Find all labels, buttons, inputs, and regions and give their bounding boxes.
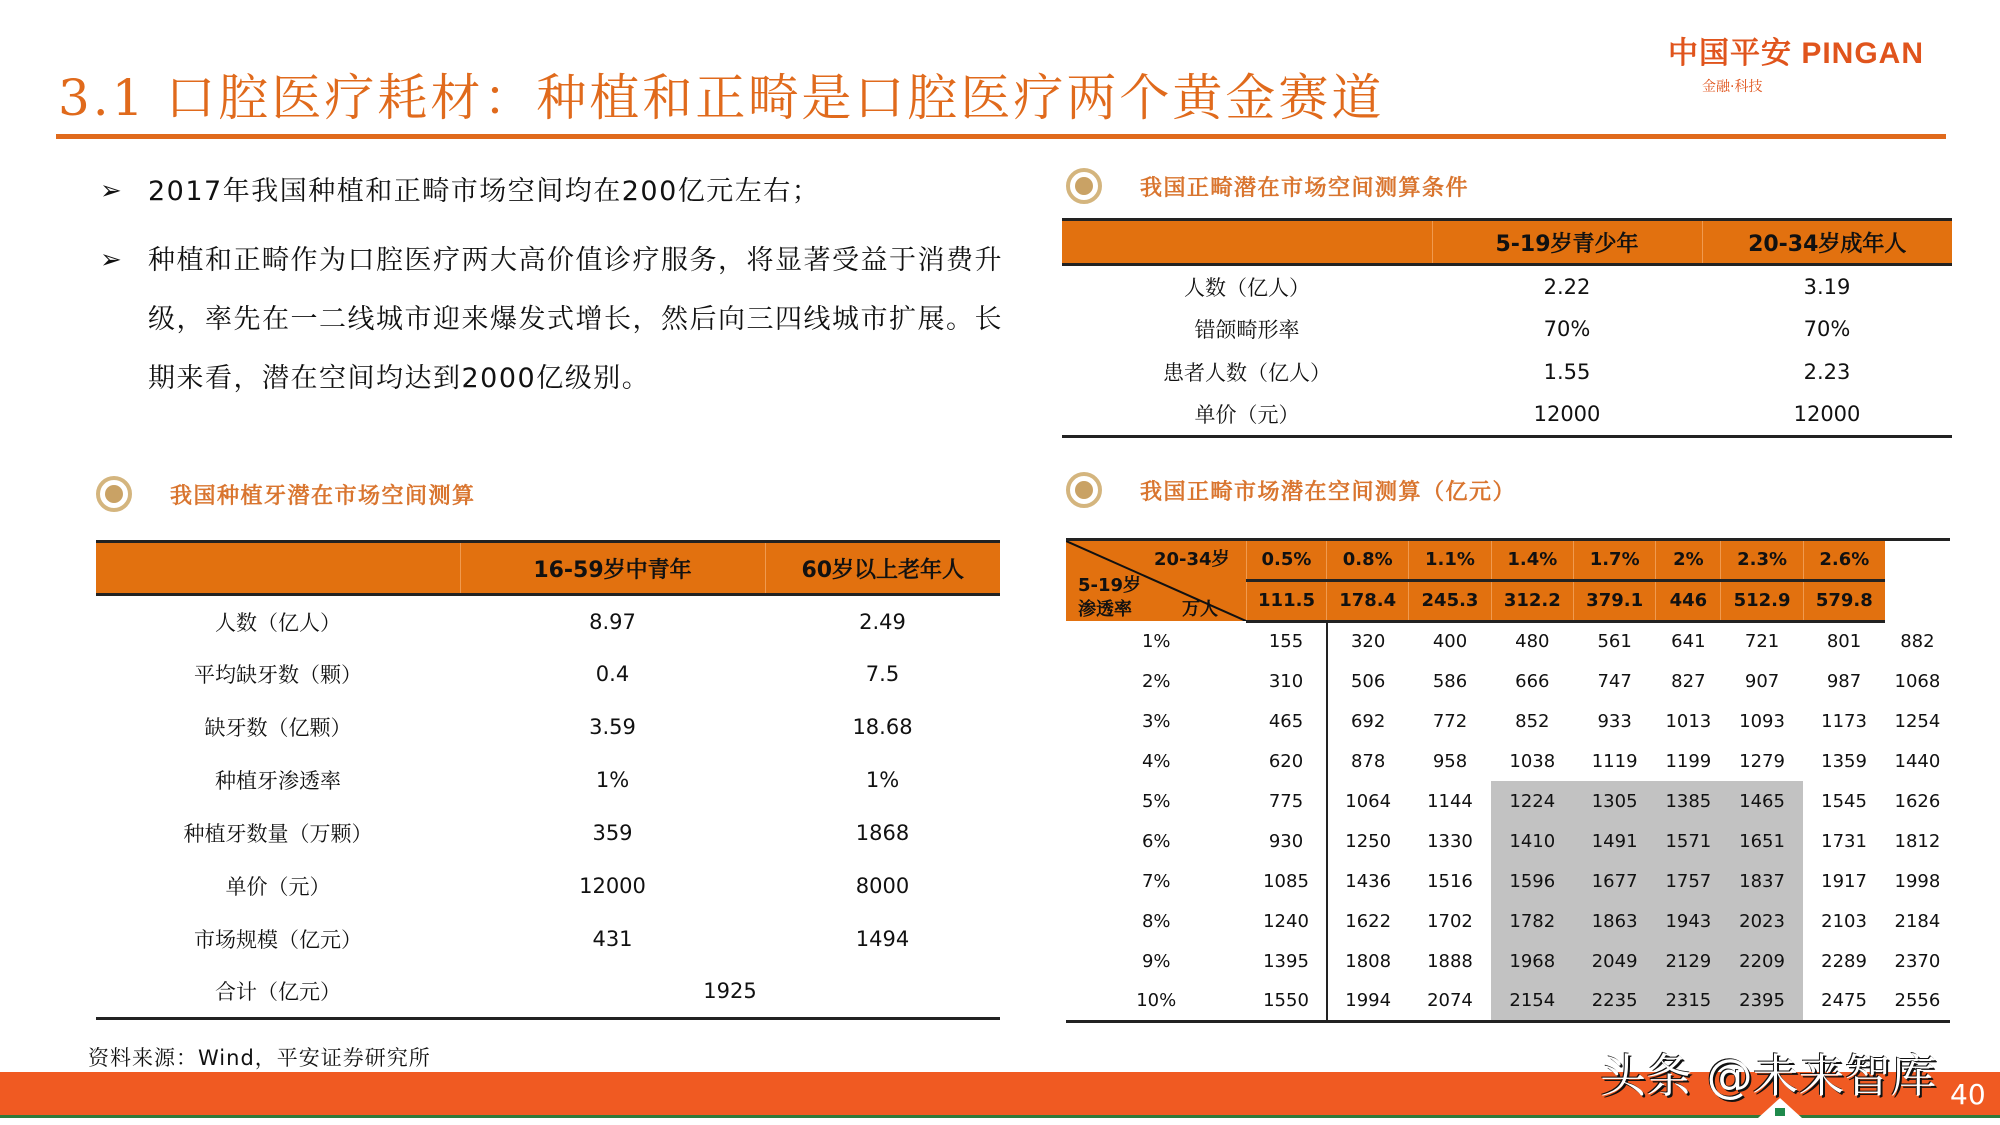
table-row xyxy=(1062,308,1952,351)
bullet-text: 2017年我国种植和正畸市场空间均在200亿元左右； xyxy=(148,176,821,207)
cell-value: 2103 xyxy=(1821,910,1867,932)
rate-header: 2.6% xyxy=(1803,540,1885,581)
cell-value: 18.68 xyxy=(852,715,913,739)
table-row xyxy=(1066,821,1950,861)
row-people: 930 xyxy=(1247,821,1327,861)
row-rate: 3% xyxy=(1141,710,1171,732)
cell-value: 8.97 xyxy=(589,609,636,634)
ortho-conditions-heading xyxy=(1066,168,1469,204)
pingan-logo xyxy=(1668,28,1924,96)
table-row xyxy=(96,860,1000,913)
cell-value: 1359 xyxy=(1821,750,1867,772)
cell-value: 2395 xyxy=(1721,981,1803,1021)
cell-value: 0.4 xyxy=(595,662,630,686)
row-rate: 5% xyxy=(1141,790,1171,812)
cell-value: 987 xyxy=(1826,670,1862,692)
cell-value: 772 xyxy=(1432,710,1468,732)
row-people: 465 xyxy=(1247,701,1327,741)
cell-value: 1677 xyxy=(1573,861,1655,901)
ortho-conditions-table xyxy=(1062,218,1952,438)
row-label: 人数（亿人） xyxy=(215,610,341,635)
table-row xyxy=(1062,394,1952,437)
cell-value: 1436 xyxy=(1345,870,1392,892)
cell-value: 1651 xyxy=(1721,821,1803,861)
cell-value: 7.5 xyxy=(865,662,900,686)
people-header: 245.3 xyxy=(1409,580,1491,621)
column-header: 20-34岁成年人 xyxy=(1702,220,1952,265)
row-label: 市场规模（亿元） xyxy=(194,928,362,952)
arrow-bullet-icon: ➢ xyxy=(100,176,122,206)
cell-value: 1702 xyxy=(1427,910,1473,932)
cell-value: 1968 xyxy=(1491,941,1573,981)
cell-value: 907 xyxy=(1744,670,1780,692)
cell-value: 1545 xyxy=(1821,790,1867,812)
cell-value: 1% xyxy=(595,768,630,792)
table-row xyxy=(1066,861,1950,901)
cell-value: 1199 xyxy=(1665,750,1712,772)
cell-value: 12000 xyxy=(1533,402,1601,427)
row-people: 1085 xyxy=(1247,861,1327,901)
section-label: 我国正畸市场潜在空间测算（亿元） xyxy=(1140,478,1517,505)
cell-value: 586 xyxy=(1432,670,1468,692)
cell-value: 801 xyxy=(1826,631,1862,653)
cell-value: 958 xyxy=(1432,750,1468,772)
cell-value: 1808 xyxy=(1345,950,1392,972)
cell-value: 852 xyxy=(1515,710,1550,732)
cell-value: 1917 xyxy=(1821,870,1867,892)
cell-value: 2209 xyxy=(1721,941,1803,981)
cell-value: 827 xyxy=(1671,670,1706,692)
row-label: 错颌畸形率 xyxy=(1194,318,1300,342)
cell-value: 1.55 xyxy=(1543,360,1591,384)
cell-value: 3.19 xyxy=(1803,274,1851,299)
rate-header: 1.4% xyxy=(1491,540,1573,581)
cell-value: 2370 xyxy=(1894,950,1941,972)
page-title: 3.1 口腔医疗耗材：种植和正畸是口腔医疗两个黄金赛道 xyxy=(58,69,1385,127)
cell-value: 2154 xyxy=(1491,981,1573,1021)
row-rate: 4% xyxy=(1141,750,1171,772)
cell-value: 506 xyxy=(1350,670,1386,692)
rate-header: 0.8% xyxy=(1327,540,1409,581)
cell-value: 1144 xyxy=(1427,790,1473,812)
cell-value: 1596 xyxy=(1491,861,1573,901)
implant-heading xyxy=(96,476,476,512)
cell-value: 400 xyxy=(1432,631,1468,653)
cell-value: 8000 xyxy=(855,874,910,898)
row-label: 合计（亿元） xyxy=(215,980,341,1005)
cell-value: 1038 xyxy=(1509,750,1556,772)
cell-value: 1330 xyxy=(1427,830,1473,852)
cell-value: 1943 xyxy=(1656,901,1721,941)
row-rate: 6% xyxy=(1141,830,1171,852)
cell-value: 1465 xyxy=(1721,781,1803,821)
table-row xyxy=(1066,941,1950,981)
cell-value: 1494 xyxy=(855,927,910,951)
row-people: 1550 xyxy=(1247,981,1327,1021)
people-header: 579.8 xyxy=(1803,580,1885,621)
cell-value: 1626 xyxy=(1894,790,1941,812)
bullet-text: 种植和正畸作为口腔医疗两大高价值诊疗服务，将显著受益于消费升级，率先在一二线城市迎来爆发式增长，然后向三四线城市扩展。长期来看，潜在空间均达到2000亿级别。 xyxy=(148,245,1003,394)
row-people: 620 xyxy=(1247,741,1327,781)
row-rate: 9% xyxy=(1141,950,1171,972)
column-header xyxy=(1062,220,1432,265)
row-label: 种植牙数量（万颗） xyxy=(183,822,373,846)
cell-value: 1385 xyxy=(1656,781,1721,821)
cell-value: 747 xyxy=(1597,670,1632,692)
cell-value: 1173 xyxy=(1821,710,1867,732)
table-row xyxy=(1066,981,1950,1021)
column-header: 16-59岁中青年 xyxy=(460,542,765,595)
cell-value: 2.23 xyxy=(1803,360,1851,384)
people-header: 178.4 xyxy=(1327,580,1409,621)
table-row xyxy=(1066,661,1950,701)
page-number: 40 xyxy=(1950,1078,1986,1111)
table-row xyxy=(1062,265,1952,308)
row-rate: 7% xyxy=(1141,870,1171,892)
cell-value: 1863 xyxy=(1573,901,1655,941)
corner-col-label: 万人 xyxy=(1182,599,1218,620)
cell-value: 1064 xyxy=(1345,790,1392,812)
footer-logo-square-icon xyxy=(1775,1108,1785,1116)
cell-value: 1998 xyxy=(1894,870,1941,892)
row-rate: 1% xyxy=(1141,630,1171,652)
cell-value: 1093 xyxy=(1739,710,1785,732)
table-row xyxy=(1066,621,1950,661)
cell-value: 2074 xyxy=(1427,989,1473,1011)
cell-value: 1250 xyxy=(1345,830,1392,852)
target-icon xyxy=(96,476,132,512)
cell-value: 2556 xyxy=(1894,989,1941,1011)
cell-value: 359 xyxy=(592,821,633,845)
row-people: 1395 xyxy=(1247,941,1327,981)
cell-value: 1254 xyxy=(1894,710,1941,732)
cell-value: 882 xyxy=(1900,630,1935,652)
cell-value: 1571 xyxy=(1656,821,1721,861)
column-header: 60岁以上老年人 xyxy=(765,542,1000,595)
cell-value: 1013 xyxy=(1665,710,1712,732)
section-label: 我国种植牙潜在市场空间测算 xyxy=(170,482,476,509)
cell-value: 1279 xyxy=(1739,750,1785,772)
cell-value: 1119 xyxy=(1591,750,1638,772)
logo-sub-text: 金融·科技 xyxy=(1702,79,1763,95)
row-label: 单价（元） xyxy=(1194,403,1300,428)
cell-value: 320 xyxy=(1350,631,1386,653)
cell-value: 70% xyxy=(1803,317,1851,341)
section-label: 我国正畸潜在市场空间测算条件 xyxy=(1140,174,1470,201)
table-row xyxy=(96,754,1000,807)
logo-main-text: 中国平安 PINGAN xyxy=(1668,37,1925,70)
table-row xyxy=(96,648,1000,701)
row-rate: 8% xyxy=(1141,910,1171,932)
cell-value: 1757 xyxy=(1656,861,1721,901)
title-divider xyxy=(56,134,1946,139)
cell-value: 1868 xyxy=(855,821,910,845)
cell-value: 1491 xyxy=(1573,821,1655,861)
people-header: 512.9 xyxy=(1721,580,1803,621)
row-rate: 2% xyxy=(1141,670,1171,692)
watermark: 头条 @未来智库 xyxy=(1600,1049,1937,1103)
people-header: 446 xyxy=(1656,580,1721,621)
column-header: 5-19岁青少年 xyxy=(1432,220,1702,265)
cell-value: 1068 xyxy=(1894,670,1941,692)
cell-value: 1782 xyxy=(1491,901,1573,941)
table-row xyxy=(96,913,1000,966)
cell-value: 480 xyxy=(1515,631,1550,653)
rate-header: 2% xyxy=(1656,540,1721,581)
table-header-row xyxy=(1062,220,1952,265)
table-row xyxy=(1066,781,1950,821)
rate-header-row xyxy=(1066,540,1950,581)
cell-value: 2129 xyxy=(1656,941,1721,981)
corner-row-group: 5-19岁 xyxy=(1078,575,1142,596)
cell-value: 1622 xyxy=(1345,910,1392,932)
corner-col-group: 20-34岁 xyxy=(1154,549,1230,570)
corner-header xyxy=(1066,540,1247,622)
row-label: 缺牙数（亿颗） xyxy=(204,716,352,740)
cell-value: 2.22 xyxy=(1543,274,1591,299)
row-label: 患者人数（亿人） xyxy=(1163,361,1331,385)
cell-value: 1440 xyxy=(1894,750,1941,772)
cell-value: 641 xyxy=(1671,631,1706,653)
cell-value: 12000 xyxy=(579,874,646,898)
cell-value: 1731 xyxy=(1821,830,1867,852)
people-header: 111.5 xyxy=(1247,580,1327,621)
corner-row-label: 渗透率 xyxy=(1078,599,1132,620)
people-header: 379.1 xyxy=(1573,580,1655,621)
cell-value: 1837 xyxy=(1721,861,1803,901)
cell-value: 1994 xyxy=(1345,989,1392,1011)
rate-header: 0.5% xyxy=(1247,540,1327,581)
table-row xyxy=(1066,701,1950,741)
target-icon xyxy=(1066,472,1102,508)
cell-value: 70% xyxy=(1543,317,1591,341)
cell-value: 721 xyxy=(1744,631,1780,653)
row-rate: 10% xyxy=(1136,989,1177,1011)
rate-header: 1.7% xyxy=(1573,540,1655,581)
table-row xyxy=(96,701,1000,754)
cell-value: 933 xyxy=(1597,710,1632,732)
bullet-item xyxy=(100,162,1010,221)
cell-value: 431 xyxy=(592,927,633,951)
row-people: 775 xyxy=(1247,781,1327,821)
column-header xyxy=(96,542,460,595)
rate-header: 1.1% xyxy=(1409,540,1491,581)
cell-value: 2315 xyxy=(1656,981,1721,1021)
cell-value: 12000 xyxy=(1793,402,1861,427)
row-people: 310 xyxy=(1247,661,1327,701)
cell-value: 2049 xyxy=(1573,941,1655,981)
cell-value: 1812 xyxy=(1894,830,1941,852)
ortho-market-heading xyxy=(1066,472,1516,508)
cell-value: 2.49 xyxy=(859,609,906,634)
cell-value: 1224 xyxy=(1491,781,1573,821)
cell-value: 878 xyxy=(1350,750,1386,772)
total-value: 1925 xyxy=(703,979,757,1004)
total-row xyxy=(96,966,1000,1019)
row-label: 平均缺牙数（颗） xyxy=(194,663,362,687)
people-header: 312.2 xyxy=(1491,580,1573,621)
ortho-market-matrix xyxy=(1066,538,1950,1023)
cell-value: 1305 xyxy=(1573,781,1655,821)
table-header-row xyxy=(96,542,1000,595)
table-row xyxy=(96,807,1000,860)
cell-value: 2475 xyxy=(1821,989,1867,1011)
cell-value: 1516 xyxy=(1427,870,1473,892)
cell-value: 1888 xyxy=(1427,950,1473,972)
implant-market-table xyxy=(96,540,1000,1020)
cell-value: 1% xyxy=(865,768,900,792)
row-people: 155 xyxy=(1247,621,1327,661)
cell-value: 2289 xyxy=(1821,950,1867,972)
cell-value: 3.59 xyxy=(589,715,636,739)
row-label: 人数（亿人） xyxy=(1184,275,1310,300)
table-row xyxy=(1066,741,1950,781)
table-row xyxy=(1066,901,1950,941)
cell-value: 2023 xyxy=(1721,901,1803,941)
row-label: 单价（元） xyxy=(225,875,331,899)
source-note: 资料来源：Wind，平安证券研究所 xyxy=(88,1046,431,1070)
bullet-list xyxy=(100,162,1010,418)
cell-value: 2235 xyxy=(1573,981,1655,1021)
table-row xyxy=(1062,351,1952,394)
bullet-item xyxy=(100,231,1010,408)
cell-value: 561 xyxy=(1597,631,1632,653)
cell-value: 2184 xyxy=(1894,910,1941,932)
row-people: 1240 xyxy=(1247,901,1327,941)
footer-green-line xyxy=(0,1115,2000,1118)
table-row xyxy=(96,595,1000,648)
arrow-bullet-icon: ➢ xyxy=(100,245,122,275)
rate-header: 2.3% xyxy=(1721,540,1803,581)
cell-value: 666 xyxy=(1515,670,1550,692)
target-icon xyxy=(1066,168,1102,204)
row-label: 种植牙渗透率 xyxy=(215,769,341,793)
cell-value: 1410 xyxy=(1491,821,1573,861)
cell-value: 692 xyxy=(1350,710,1386,732)
